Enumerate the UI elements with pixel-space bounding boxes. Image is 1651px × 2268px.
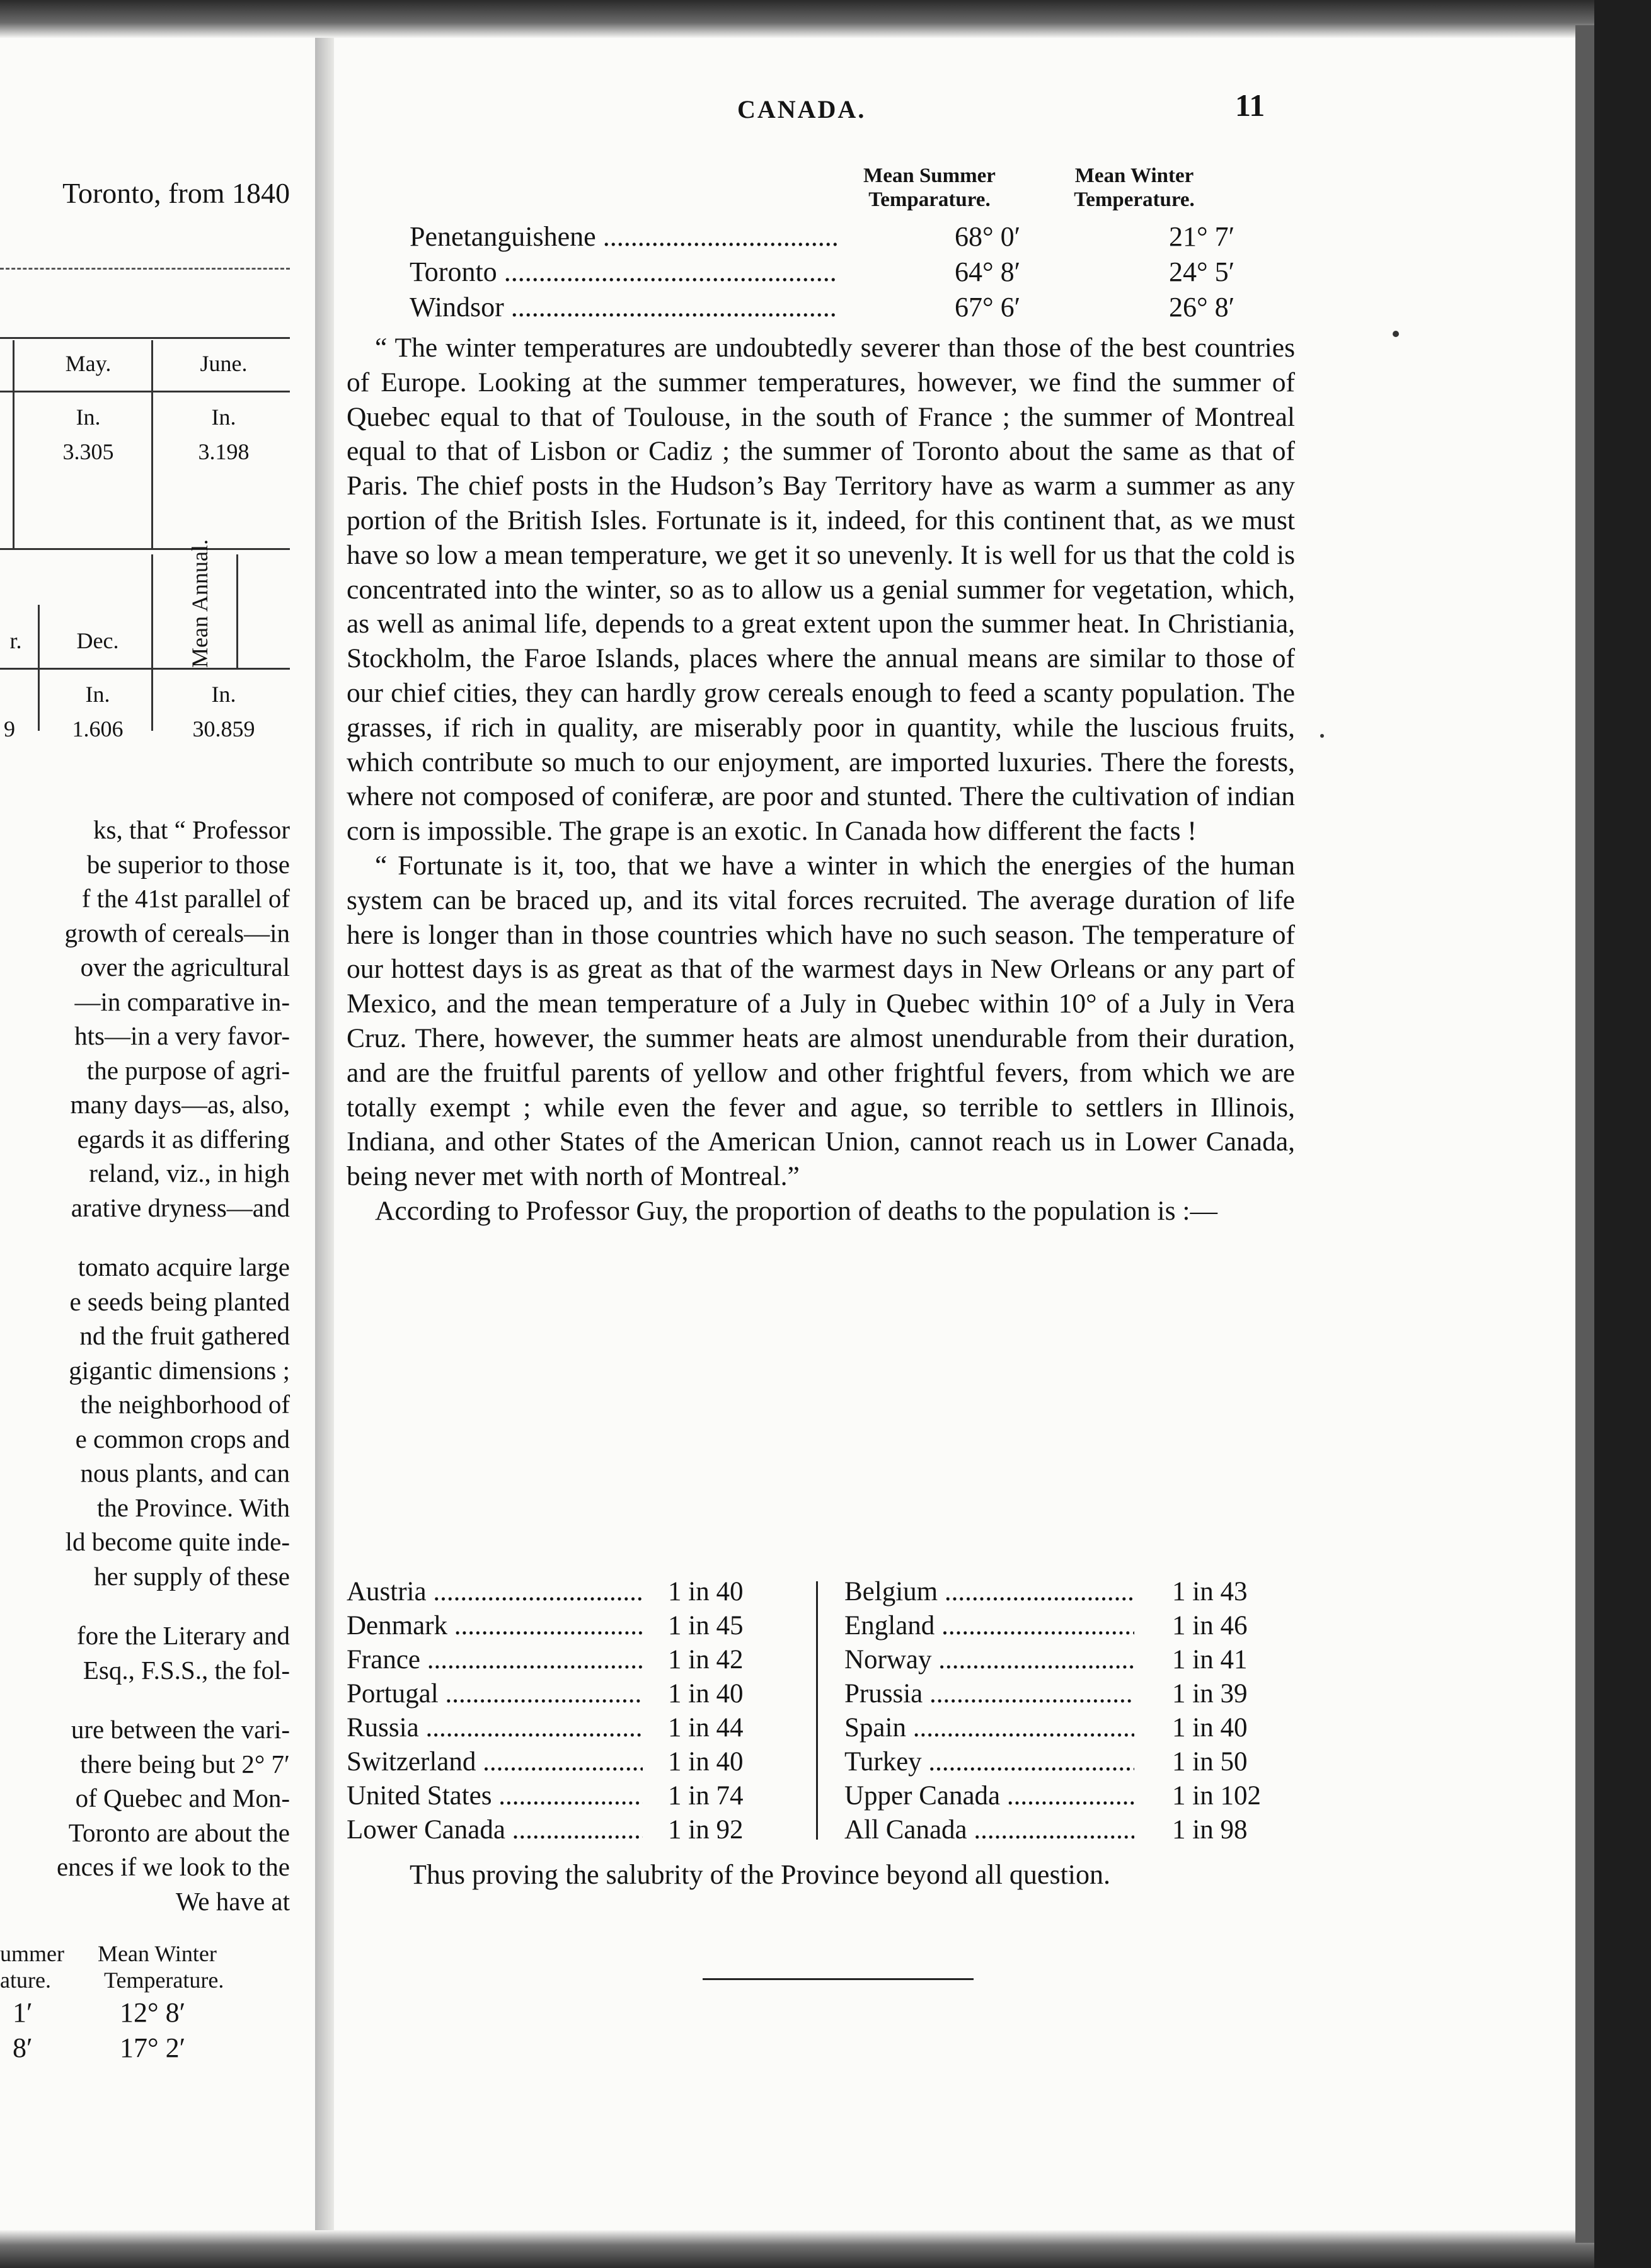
text-line: —in comparative in- (74, 987, 290, 1016)
death-ratio: 1 in 50 (1172, 1747, 1248, 1777)
paragraph-gap (0, 1593, 290, 1618)
scan-top-edge (0, 0, 1651, 38)
temperature-table (410, 220, 1279, 326)
text-line: hts—in a very favor- (74, 1021, 290, 1050)
facing-temp-table (0, 1940, 290, 2070)
table-row (844, 1609, 1311, 1643)
rain-value: 3.305 (62, 439, 114, 464)
text-line: gigantic dimensions ; (69, 1355, 290, 1385)
death-ratio: 1 in 40 (668, 1577, 744, 1606)
death-ratio: 1 in 42 (668, 1645, 744, 1675)
table-row (410, 220, 1279, 256)
table-line (13, 340, 14, 548)
death-ratio: 1 in 40 (668, 1747, 744, 1777)
text-line: ks, that “ Professor (93, 815, 290, 844)
table-line (151, 340, 153, 548)
winter-temp: 24° 5′ (1169, 256, 1235, 287)
country-name: All Canada ..... (844, 1813, 1134, 1847)
text-line: the Province. With (96, 1492, 290, 1522)
table-line (236, 554, 238, 668)
summer-temp: 68° 0′ (955, 221, 1021, 252)
country-name: United States ..... (347, 1779, 643, 1813)
table-row (347, 1677, 775, 1711)
temp-value: 12° 8′ (120, 1997, 186, 2028)
text-line: many days—as, also, (70, 1090, 290, 1119)
country-name: Austria ..... (347, 1575, 643, 1609)
temp-value: 1′ (13, 1997, 33, 2028)
rain-value: 3.198 (198, 439, 250, 464)
winter-temp: 21° 7′ (1169, 221, 1235, 252)
text-line: tomato acquire large (78, 1252, 290, 1281)
text-line: nd the fruit gathered (79, 1321, 290, 1350)
text-line: f the 41st parallel of (81, 884, 290, 913)
table-line (151, 554, 153, 731)
temp-value: 8′ (13, 2032, 33, 2063)
month-label: r. (9, 628, 22, 653)
country-name: Belgium ..... (844, 1575, 1134, 1609)
text-line: her supply of these (94, 1561, 290, 1591)
text-line: nous plants, and can (80, 1458, 290, 1487)
table-row (347, 1779, 775, 1813)
column-header-line: Temperature. (1074, 188, 1195, 211)
temp-value: 17° 2′ (120, 2032, 186, 2063)
column-header-summer (829, 164, 1030, 212)
death-ratio: 1 in 45 (668, 1611, 744, 1641)
temp-header: Mean Winter (98, 1941, 217, 1966)
paragraph: “ Fortunate is it, too, that we have a winter in which the energies of the human system can be braced up, and its vital forces recruited. The average duration of life here is longer than in those countries which have no such season. The temperature of our hottest days is as great as that of the warmest days in New Orleans or any part of Mexico, and the mean temperature of a July in Quebec within 10° of a July in Vera Cruz. There, however, the summer heats are almost unendurable from their duration, and are the fruitful parents of yellow and other frightful fevers, from which we are totally exempt ; while even the fever and ague, so terrible to settlers in Illinois, Indiana, and other States of the American Union, cannot reach us in Lower Canada, being never met with north of Montreal.” (347, 850, 1295, 1192)
column-header-line: Mean Winter (1074, 164, 1194, 187)
death-ratio: 1 in 39 (1172, 1679, 1248, 1709)
scan-right-edge (1594, 0, 1651, 2268)
text-line: over the agricultural (80, 953, 290, 982)
month-label: Dec. (76, 628, 119, 653)
temp-header: ummer (0, 1941, 64, 1966)
summer-temp: 64° 8′ (955, 256, 1021, 287)
text-line: Esq., F.S.S., the fol- (83, 1655, 290, 1685)
country-name: France ..... (347, 1643, 643, 1677)
table-row (347, 1643, 775, 1677)
text-line: Toronto are about the (68, 1818, 290, 1847)
text-line: ure between the vari- (71, 1715, 290, 1744)
country-name: Prussia ..... (844, 1677, 1134, 1711)
deaths-column-right (844, 1575, 1311, 1847)
death-ratio: 1 in 40 (668, 1679, 744, 1709)
country-name: Upper Canada ..... (844, 1779, 1134, 1813)
death-ratio: 1 in 92 (668, 1815, 744, 1845)
text-line: ences if we look to the (56, 1852, 290, 1881)
scan-speck (1320, 734, 1324, 738)
column-divider (816, 1581, 818, 1840)
month-label: May. (65, 351, 112, 376)
text-line: We have at (175, 1886, 290, 1916)
deaths-column-left (347, 1575, 775, 1847)
death-ratio: 1 in 102 (1172, 1781, 1261, 1811)
facing-page-text (0, 813, 290, 1918)
rule (0, 337, 290, 339)
paragraph: “ The winter temperatures are undoubtedly severer than those of the best countries of Europe. Looking at the summer temperatures, however, we find the summer of Quebec equal to that of Toulouse, in the south of France ; the summer of Montreal equal to that of Lisbon or Cadiz ; the summer of Toronto about the same as that of Paris. The chief posts in the Hudson’s Bay Territory have as warm a summer as any portion of the British Isles. Fortunate is it, indeed, for this continent that, as we must have so low a mean temperature, we get it so unevenly. It is well for us that the cold is concentrated into the winter, so as to allow us a genial summer for vegetation, which, as well as animal life, depends to a great extent upon the summer heat. In Christiania, Stockholm, the Faroe Islands, places where the annual means are similar to those of our chief cities, they can hardly grow cereals enough to feed a scanty population. The grasses, if rich in quality, are miserably poor in quantity, while the luscious fruits, which contribute so much to our enjoyment, are imported luxuries. There the forests, where not composed of coniferæ, are poor and stunted. There the cultivation of indian corn is impossible. The grape is an exotic. In Canada how different the facts ! (347, 333, 1295, 847)
country-name: Denmark ..... (347, 1609, 643, 1643)
table-row (347, 1813, 775, 1847)
table-line (0, 668, 290, 670)
text-line: there being but 2° 7′ (80, 1749, 290, 1778)
country-name: Turkey ..... (844, 1745, 1134, 1779)
unit-label: In. (76, 404, 101, 430)
text-line: be superior to those (86, 849, 290, 879)
place-name: Penetanguishene ..... (410, 220, 838, 253)
death-ratio: 1 in 41 (1172, 1645, 1248, 1675)
mean-annual-label: Mean Annual. (187, 539, 212, 668)
country-name: Norway ..... (844, 1643, 1134, 1677)
table-row (347, 1575, 775, 1609)
country-name: Spain ..... (844, 1711, 1134, 1745)
death-ratio: 1 in 74 (668, 1781, 744, 1811)
body-text (347, 331, 1295, 1228)
deaths-table (347, 1575, 1304, 1852)
table-row (410, 256, 1279, 291)
table-row (410, 291, 1279, 326)
month-label: June. (200, 351, 248, 376)
page-number: 11 (1235, 88, 1265, 123)
death-ratio: 1 in 46 (1172, 1611, 1248, 1641)
table-row (844, 1677, 1311, 1711)
scan-speck (1393, 331, 1399, 337)
column-header-winter (1033, 164, 1235, 212)
table-row (347, 1711, 775, 1745)
book-page (334, 38, 1588, 2230)
paragraph: According to Professor Guy, the proportion of deaths to the population is :— (375, 1195, 1218, 1226)
country-name: Russia ..... (347, 1711, 643, 1745)
country-name: England ..... (844, 1609, 1134, 1643)
text-line: the purpose of agri- (86, 1055, 290, 1085)
place-name: Windsor ..... (410, 291, 838, 323)
table-row (844, 1779, 1311, 1813)
closing-line: Thus proving the salubrity of the Province beyond all question. (410, 1859, 1111, 1890)
text-line: e seeds being planted (69, 1286, 290, 1316)
table-row (347, 1745, 775, 1779)
country-name: Portugal ..... (347, 1677, 643, 1711)
unit-label: In. (211, 682, 236, 707)
paragraph-gap (0, 1225, 290, 1250)
table-row (347, 1609, 775, 1643)
text-line: fore the Literary and (76, 1621, 290, 1650)
death-ratio: 1 in 43 (1172, 1577, 1248, 1606)
table-row (844, 1575, 1311, 1609)
table-row (844, 1643, 1311, 1677)
unit-label: In. (85, 682, 110, 707)
table-line (0, 548, 290, 550)
text-line: arative dryness—and (71, 1193, 290, 1222)
rule (0, 268, 290, 270)
country-name: Lower Canada ..... (347, 1813, 643, 1847)
summer-temp: 67° 6′ (955, 292, 1021, 323)
running-title: CANADA. (737, 95, 866, 123)
facing-page (0, 38, 315, 2230)
temp-header: ature. (0, 1967, 51, 1993)
rain-value: 1.606 (72, 716, 124, 742)
death-ratio: 1 in 44 (668, 1713, 744, 1743)
table-line (0, 391, 290, 392)
end-rule (703, 1978, 974, 1980)
table-row (844, 1813, 1311, 1847)
scan-bottom-edge (0, 2230, 1651, 2268)
country-name: Switzerland ..... (347, 1745, 643, 1779)
text-line: e common crops and (75, 1424, 290, 1453)
place-name: Toronto ..... (410, 256, 838, 288)
rain-value: 9 (4, 716, 15, 742)
paragraph-gap (0, 1687, 290, 1712)
winter-temp: 26° 8′ (1169, 292, 1235, 323)
text-line: reland, viz., in high (89, 1159, 290, 1188)
table-row (844, 1745, 1311, 1779)
death-ratio: 1 in 98 (1172, 1815, 1248, 1845)
column-header-line: Temparature. (868, 188, 991, 211)
text-line: the neighborhood of (80, 1390, 290, 1419)
text-line: ld become quite inde- (65, 1527, 290, 1556)
rain-value: 30.859 (192, 716, 255, 742)
death-ratio: 1 in 40 (1172, 1713, 1248, 1743)
text-line: egards it as differing (77, 1124, 290, 1154)
facing-page-heading: Toronto, from 1840 (62, 177, 290, 209)
text-line: growth of cereals—in (64, 918, 290, 948)
book-edge-shadow (1575, 25, 1594, 2243)
unit-label: In. (211, 404, 236, 430)
table-row (844, 1711, 1311, 1745)
text-line: of Quebec and Mon- (75, 1784, 290, 1813)
column-header-line: Mean Summer (863, 164, 996, 187)
book-gutter (315, 38, 334, 2230)
temp-header: Temperature. (104, 1967, 224, 1993)
